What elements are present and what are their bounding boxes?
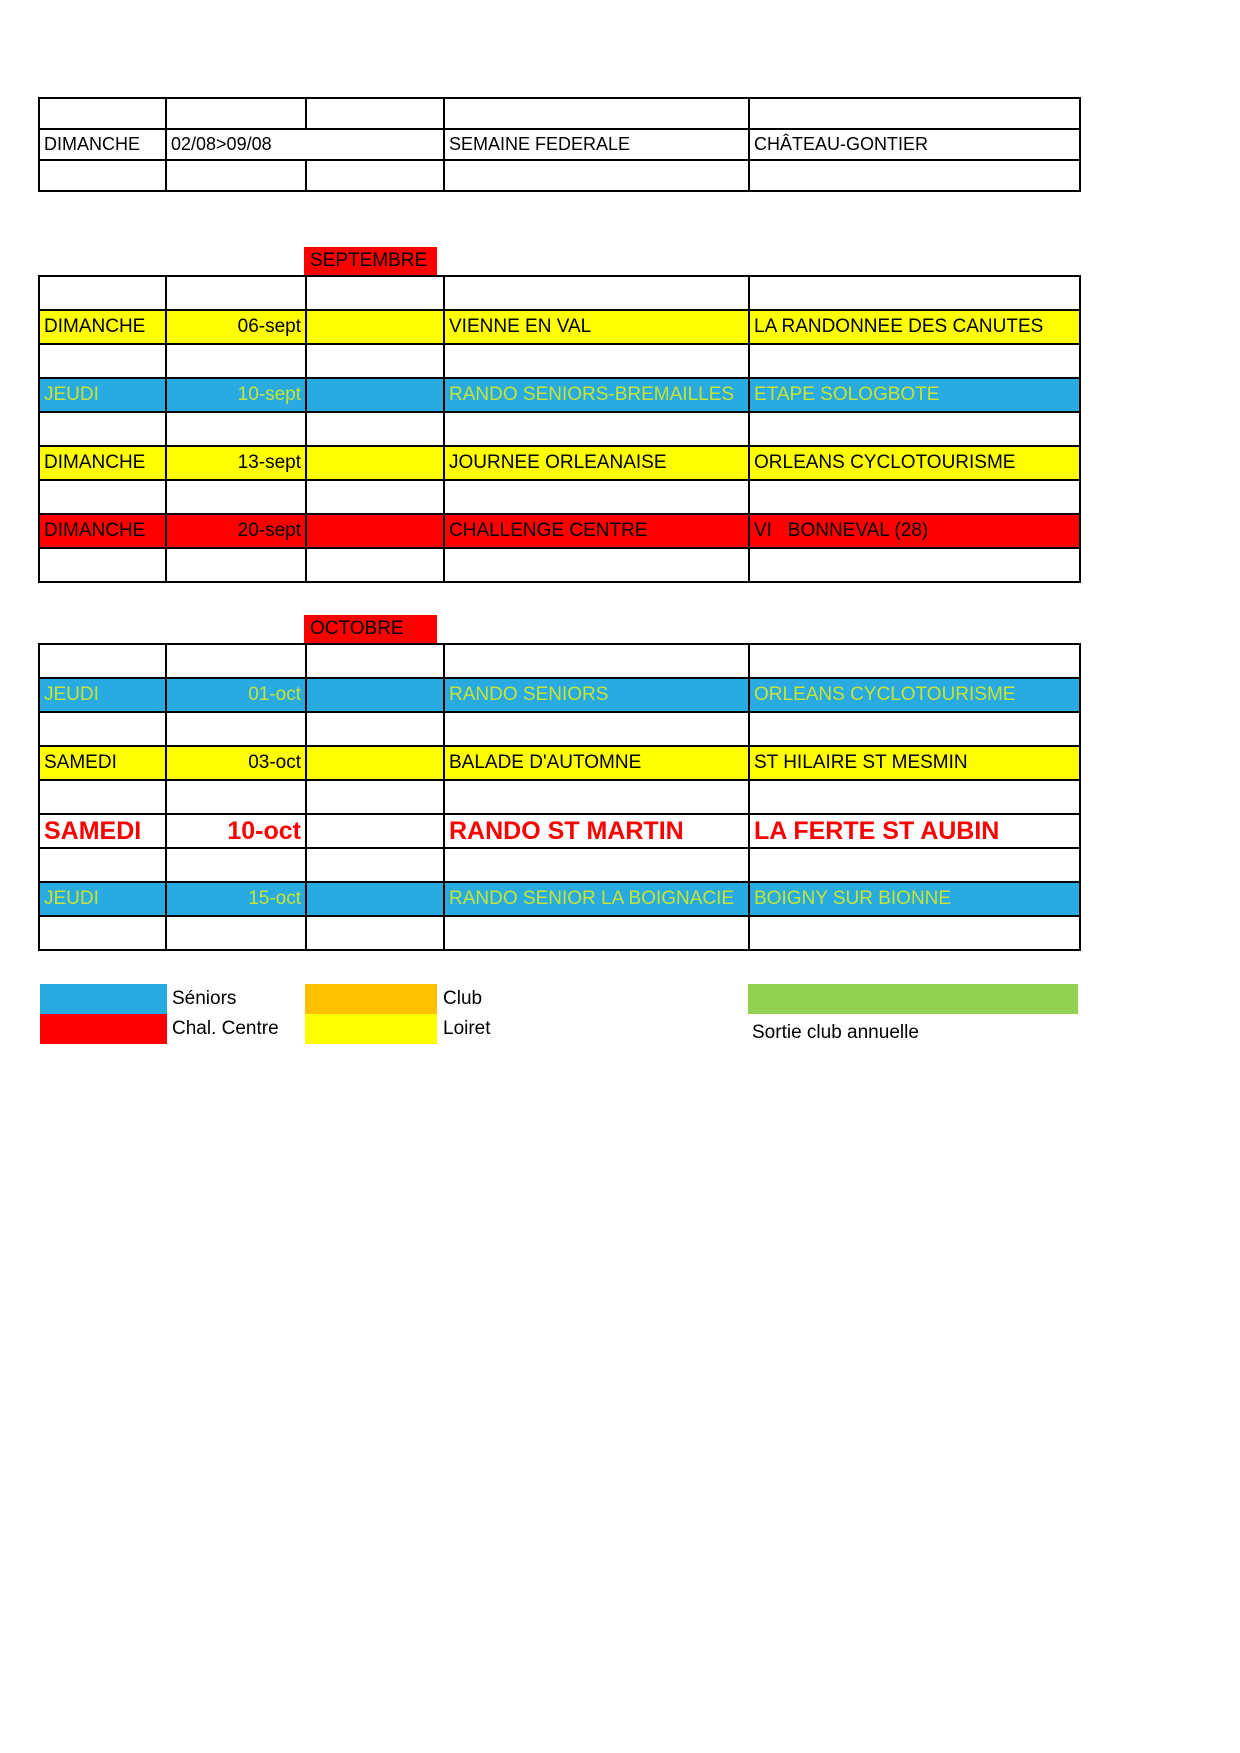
event-cell: VIENNE EN VAL <box>444 310 749 344</box>
empty-cell <box>166 644 306 678</box>
empty-cell <box>166 548 306 582</box>
legend-swatch-seniors <box>40 984 167 1014</box>
empty-cell <box>39 276 166 310</box>
event-cell: RANDO SENIORS-BREMAILLES <box>444 378 749 412</box>
empty-row <box>39 548 1080 582</box>
day-cell: DIMANCHE <box>39 514 166 548</box>
date-cell: 10-oct <box>166 814 306 848</box>
empty-cell <box>166 848 306 882</box>
empty-cell <box>749 98 1080 129</box>
legend-swatch-sortie-club <box>748 984 1078 1014</box>
location-cell: CHÂTEAU-GONTIER <box>749 129 1080 160</box>
empty-cell <box>749 916 1080 950</box>
empty-cell <box>166 344 306 378</box>
empty-cell <box>306 916 444 950</box>
empty-cell <box>749 712 1080 746</box>
empty-cell <box>306 160 444 191</box>
empty-cell <box>39 412 166 446</box>
location-cell: ORLEANS CYCLOTOURISME <box>749 446 1080 480</box>
date-cell: 15-oct <box>166 882 306 916</box>
spacer-cell <box>306 446 444 480</box>
day-cell: DIMANCHE <box>39 310 166 344</box>
event-row <box>39 446 1080 480</box>
september-table <box>38 275 1081 583</box>
event-row <box>39 129 1080 160</box>
location-cell: BOIGNY SUR BIONNE <box>749 882 1080 916</box>
spacer-cell <box>306 310 444 344</box>
day-cell: SAMEDI <box>39 814 166 848</box>
event-row <box>39 378 1080 412</box>
empty-cell <box>306 480 444 514</box>
spacer-cell <box>306 378 444 412</box>
date-cell: 02/08>09/08 <box>166 129 444 160</box>
empty-cell <box>444 848 749 882</box>
legend <box>0 984 1240 1074</box>
day-cell: SAMEDI <box>39 746 166 780</box>
event-cell: JOURNEE ORLEANAISE <box>444 446 749 480</box>
empty-cell <box>39 480 166 514</box>
empty-row <box>39 712 1080 746</box>
empty-cell <box>166 780 306 814</box>
event-row <box>39 678 1080 712</box>
legend-swatch-chal-centre <box>40 1014 167 1044</box>
empty-cell <box>39 712 166 746</box>
day-cell: DIMANCHE <box>39 129 166 160</box>
empty-row <box>39 916 1080 950</box>
spacer-cell <box>306 514 444 548</box>
october-table <box>38 643 1081 951</box>
spacer-cell <box>306 882 444 916</box>
legend-swatch-loiret <box>305 1014 437 1044</box>
empty-cell <box>444 780 749 814</box>
date-cell: 13-sept <box>166 446 306 480</box>
event-cell: RANDO SENIORS <box>444 678 749 712</box>
empty-cell <box>166 160 306 191</box>
event-cell: CHALLENGE CENTRE <box>444 514 749 548</box>
empty-cell <box>444 480 749 514</box>
empty-cell <box>166 98 306 129</box>
empty-cell <box>749 412 1080 446</box>
august-table <box>38 97 1081 192</box>
empty-cell <box>444 276 749 310</box>
empty-cell <box>444 160 749 191</box>
empty-cell <box>306 644 444 678</box>
empty-cell <box>306 276 444 310</box>
empty-cell <box>306 712 444 746</box>
empty-cell <box>306 848 444 882</box>
date-cell: 20-sept <box>166 514 306 548</box>
empty-cell <box>306 98 444 129</box>
empty-cell <box>306 780 444 814</box>
empty-cell <box>444 712 749 746</box>
empty-cell <box>306 548 444 582</box>
location-cell: ST HILAIRE ST MESMIN <box>749 746 1080 780</box>
legend-label-sortie-club: Sortie club annuelle <box>752 1022 919 1043</box>
empty-row <box>39 412 1080 446</box>
spacer-cell <box>306 814 444 848</box>
empty-cell <box>749 848 1080 882</box>
empty-cell <box>39 916 166 950</box>
empty-cell <box>749 780 1080 814</box>
empty-cell <box>39 548 166 582</box>
spacer-cell <box>306 746 444 780</box>
september-month-label: SEPTEMBRE <box>304 247 437 275</box>
empty-cell <box>749 548 1080 582</box>
legend-label-chal-centre: Chal. Centre <box>172 1018 279 1039</box>
empty-cell <box>749 276 1080 310</box>
legend-label-seniors: Séniors <box>172 988 237 1009</box>
empty-cell <box>749 344 1080 378</box>
empty-row <box>39 480 1080 514</box>
event-cell: RANDO SENIOR LA BOIGNACIE <box>444 882 749 916</box>
empty-row <box>39 276 1080 310</box>
event-row <box>39 814 1080 848</box>
empty-cell <box>39 848 166 882</box>
empty-cell <box>306 412 444 446</box>
empty-row <box>39 98 1080 129</box>
day-cell: JEUDI <box>39 882 166 916</box>
empty-cell <box>444 98 749 129</box>
event-cell: BALADE D'AUTOMNE <box>444 746 749 780</box>
empty-cell <box>444 916 749 950</box>
empty-cell <box>39 98 166 129</box>
empty-cell <box>166 712 306 746</box>
empty-cell <box>39 644 166 678</box>
event-cell: SEMAINE FEDERALE <box>444 129 749 160</box>
empty-cell <box>39 160 166 191</box>
day-cell: JEUDI <box>39 678 166 712</box>
event-cell: RANDO ST MARTIN <box>444 814 749 848</box>
empty-row <box>39 644 1080 678</box>
legend-label-loiret: Loiret <box>443 1018 491 1039</box>
day-cell: DIMANCHE <box>39 446 166 480</box>
empty-cell <box>166 480 306 514</box>
empty-cell <box>166 276 306 310</box>
empty-cell <box>749 644 1080 678</box>
empty-cell <box>444 344 749 378</box>
empty-row <box>39 780 1080 814</box>
date-cell: 06-sept <box>166 310 306 344</box>
date-cell: 01-oct <box>166 678 306 712</box>
event-row <box>39 882 1080 916</box>
legend-swatch-club <box>305 984 437 1014</box>
empty-row <box>39 848 1080 882</box>
empty-cell <box>306 344 444 378</box>
day-cell: JEUDI <box>39 378 166 412</box>
empty-cell <box>749 480 1080 514</box>
october-month-label: OCTOBRE <box>304 615 437 643</box>
empty-cell <box>39 344 166 378</box>
date-cell: 03-oct <box>166 746 306 780</box>
empty-cell <box>749 160 1080 191</box>
spacer-cell <box>306 678 444 712</box>
date-cell: 10-sept <box>166 378 306 412</box>
location-cell: LA RANDONNEE DES CANUTES <box>749 310 1080 344</box>
location-cell: LA FERTE ST AUBIN <box>749 814 1080 848</box>
legend-label-club: Club <box>443 988 483 1009</box>
empty-cell <box>444 644 749 678</box>
empty-cell <box>166 916 306 950</box>
empty-cell <box>166 412 306 446</box>
empty-row <box>39 344 1080 378</box>
event-row <box>39 514 1080 548</box>
empty-cell <box>39 780 166 814</box>
empty-cell <box>444 548 749 582</box>
event-row <box>39 310 1080 344</box>
location-cell: ORLEANS CYCLOTOURISME <box>749 678 1080 712</box>
location-cell: ETAPE SOLOGBOTE <box>749 378 1080 412</box>
empty-cell <box>444 412 749 446</box>
empty-row <box>39 160 1080 191</box>
event-row <box>39 746 1080 780</box>
location-cell: VI BONNEVAL (28) <box>749 514 1080 548</box>
